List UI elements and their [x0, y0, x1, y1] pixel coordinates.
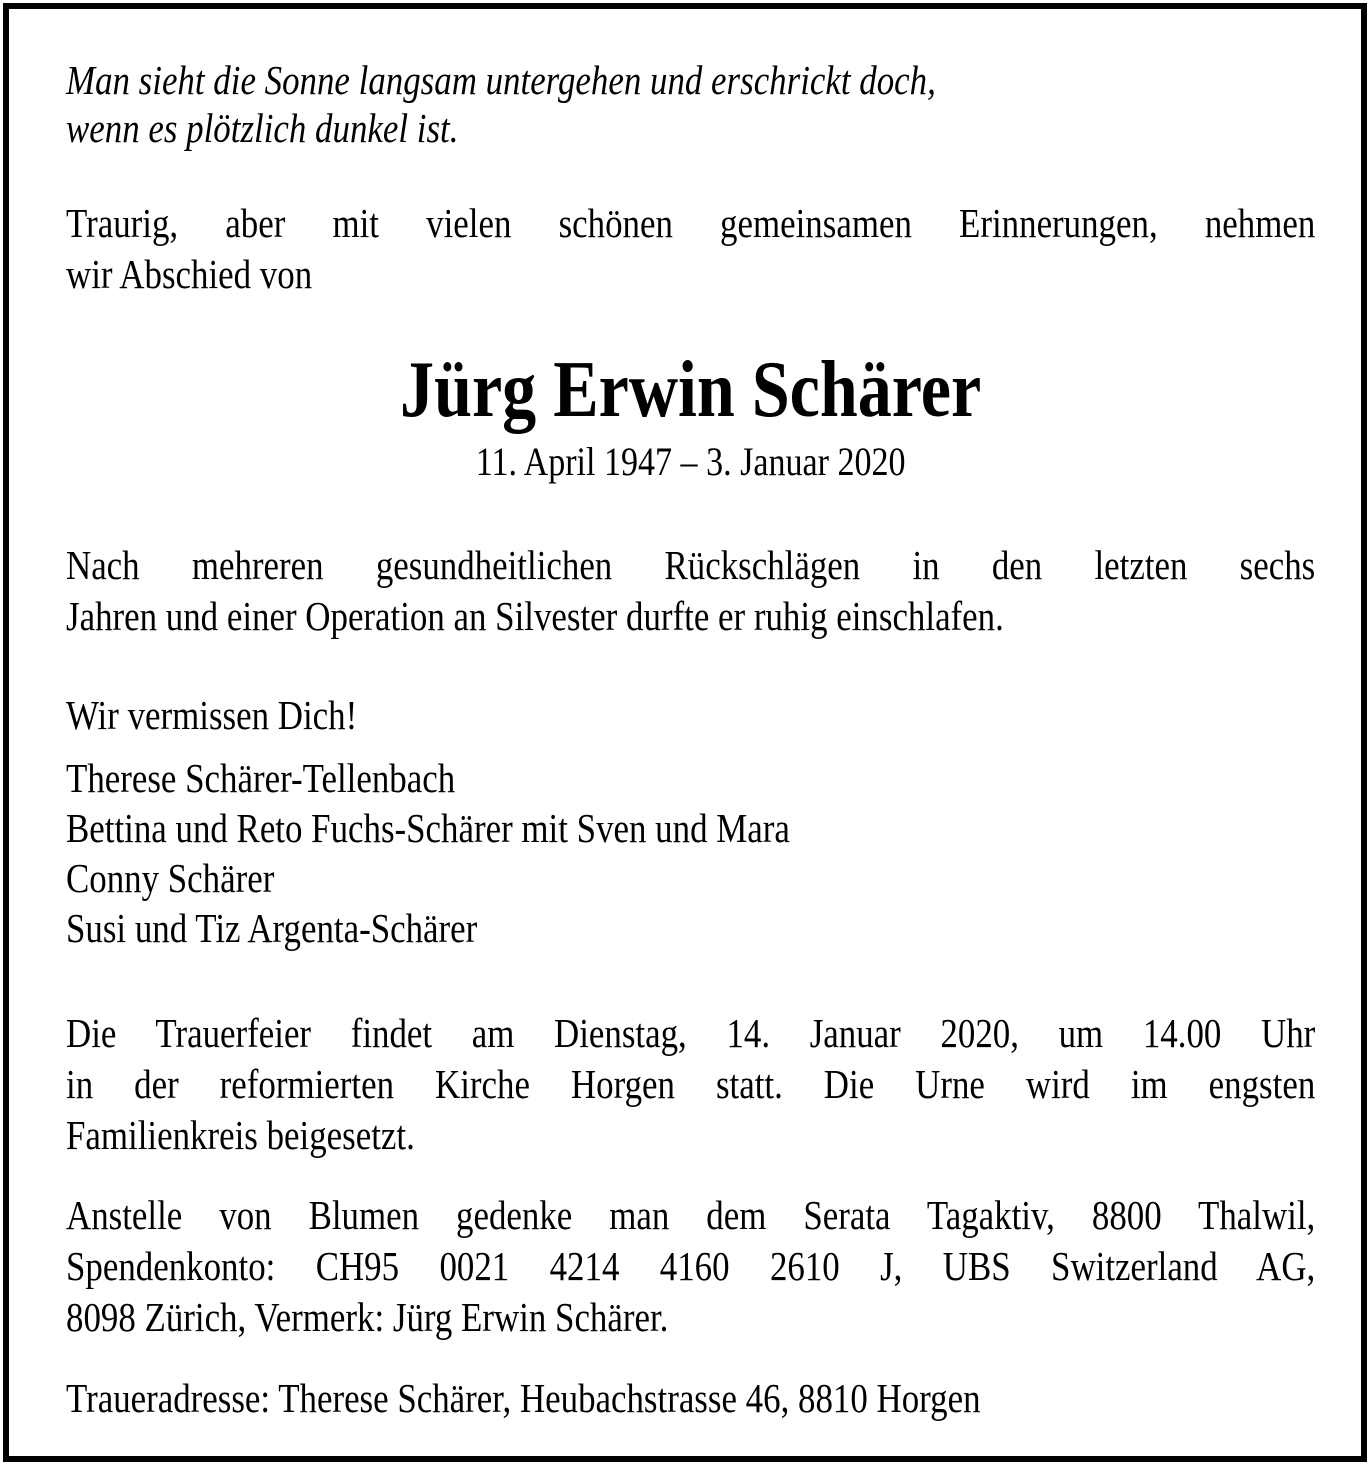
life-dates: 11. April 1947 – 3. Januar 2020	[475, 439, 906, 484]
opening-quote-line: wenn es plötzlich dunkel ist.	[66, 105, 459, 151]
donation-info-line: Anstelle von Blumen gedenke man dem Serata Tagaktiv, 8800 Thalwil,	[66, 1192, 1316, 1238]
opening-quote-line: Man sieht die Sonne langsam untergehen und erschrickt doch,	[66, 57, 936, 103]
notice-frame	[3, 3, 1367, 1462]
opening-quote	[66, 56, 1315, 152]
mourner-name: Susi und Tiz Argenta-Schärer	[66, 905, 478, 951]
donation-info-line: Spendenkonto: CH95 0021 4214 4160 2610 J, UBS Switzerland AG,	[66, 1243, 1316, 1289]
mourner-name: Therese Schärer-Tellenbach	[66, 755, 456, 801]
mourner-name: Conny Schärer	[66, 855, 275, 901]
funeral-details-line: in der reformierten Kirche Horgen statt. Die Urne wird im engsten	[66, 1061, 1316, 1107]
donation-info-line: 8098 Zürich, Vermerk: Jürg Erwin Schärer.	[66, 1294, 669, 1340]
funeral-details	[66, 1008, 1315, 1161]
death-circumstances	[66, 540, 1315, 642]
mourner-name: Bettina und Reto Fuchs-Schärer mit Sven und Mara	[66, 805, 790, 851]
donation-info	[66, 1190, 1315, 1343]
funeral-details-line: Die Trauerfeier findet am Dienstag, 14. Januar 2020, um 14.00 Uhr	[66, 1010, 1316, 1056]
death-circumstances-line: Nach mehreren gesundheitlichen Rückschlägen in den letzten sechs	[66, 542, 1316, 588]
funeral-details-line: Familienkreis beigesetzt.	[66, 1112, 415, 1158]
intro-text	[66, 198, 1315, 300]
death-circumstances-line: Jahren und einer Operation an Silvester durfte er ruhig einschlafen.	[66, 593, 1004, 639]
intro-line: Traurig, aber mit vielen schönen gemeinsamen Erinnerungen, nehmen	[66, 200, 1316, 246]
notice-content	[66, 17, 1315, 1424]
deceased-name: Jürg Erwin Schärer	[400, 346, 982, 434]
intro-line: wir Abschied von	[66, 251, 313, 297]
farewell-line: Wir vermissen Dich!	[66, 692, 358, 738]
mourners-list	[66, 753, 1315, 953]
mourning-address: Traueradresse: Therese Schärer, Heubachstrasse 46, 8810 Horgen	[66, 1375, 981, 1421]
